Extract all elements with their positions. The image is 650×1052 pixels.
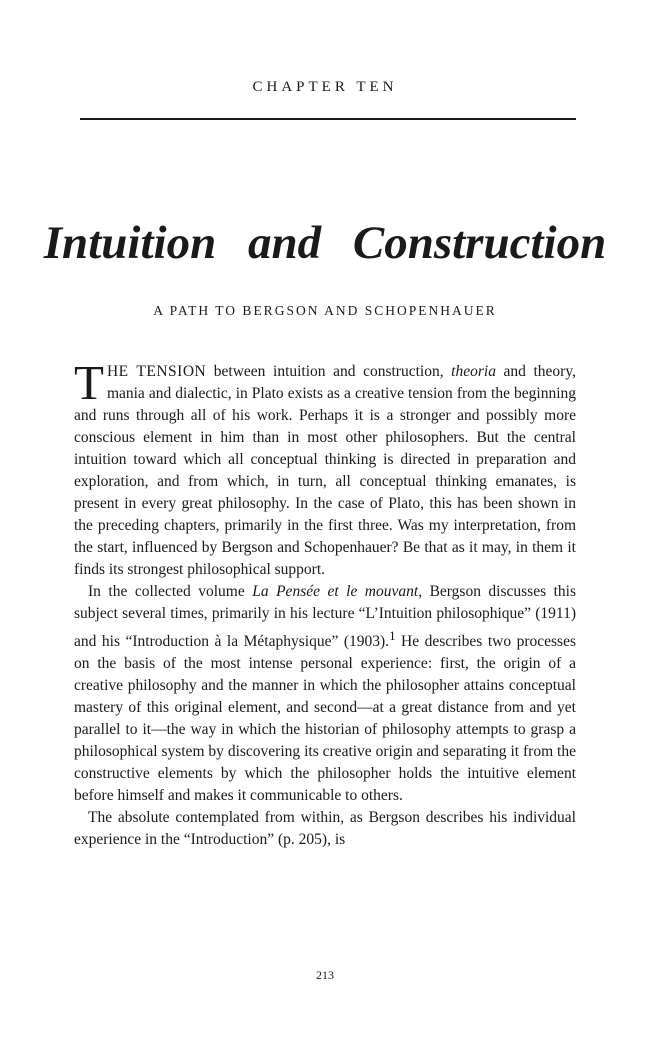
page-number: 213: [316, 968, 334, 982]
paragraph-1: [74, 355, 576, 581]
footnote-reference[interactable]: 1: [389, 628, 396, 643]
opening-small-caps: HE TENSION: [106, 363, 207, 380]
paragraph-1-text-b: and theory, mania and dialectic, in Plato exists as a creative tension from the beginning and runs through all of his work. Perhaps it is a stronger and possibly more conscious element in him than in most other philosophers. But the central intuition toward which all conceptual thinking is directed in preparation and exploration, and from which, in turn, all conceptual thinking emanates, is present in every great philosophy. In the case of Plato, this has been shown in the preceding chapters, primarily in the first three. Was my interpretation, from the start, influenced by Bergson and Schopenhauer? Be that as it may, in them it finds its strongest philosophical support.: [74, 363, 576, 578]
paragraph-2-text-b: , Bergson discusses this subject several times, primarily in his lecture “L’Intuition philosophique” (1911) and his “Introduction à la Métaphysique” (1903).: [74, 583, 577, 651]
drop-cap: T: [74, 355, 104, 410]
paragraph-2-book-title: La Pensée et le mouvant: [252, 583, 419, 600]
chapter-label: CHAPTER TEN: [252, 79, 398, 95]
paragraph-2: [74, 581, 576, 807]
paragraph-3-text: The absolute contemplated from within, as Bergson describes his individual experience in the “Introduction” (p. 205), is: [74, 809, 576, 849]
paragraph-2-text-c: He describes two processes on the basis of the most intense personal experience: first, the origin of a creative philosophy and the manner in which the philosopher attains conceptual mastery of this original element, and second—at a great distance from and yet parallel to it—the way in which the historian of philosophy attempts to grasp a philosophical system by discovering its creative origin and separating it from the constructive elements by which the philosopher holds the intuitive element before himself and makes it communicable to others.: [74, 633, 576, 805]
body-text: [74, 355, 577, 851]
paragraph-2-text-a: In the collected volume: [88, 583, 253, 600]
chapter-title: Intuition and Construction: [43, 217, 607, 269]
paragraph-3: [74, 807, 576, 851]
paragraph-1-text-a: between intuition and construction,: [206, 363, 452, 380]
chapter-rule: [80, 118, 576, 120]
chapter-subtitle: A PATH TO BERGSON AND SCHOPENHAUER: [153, 303, 497, 318]
paragraph-1-italic-term: theoria: [451, 363, 496, 380]
